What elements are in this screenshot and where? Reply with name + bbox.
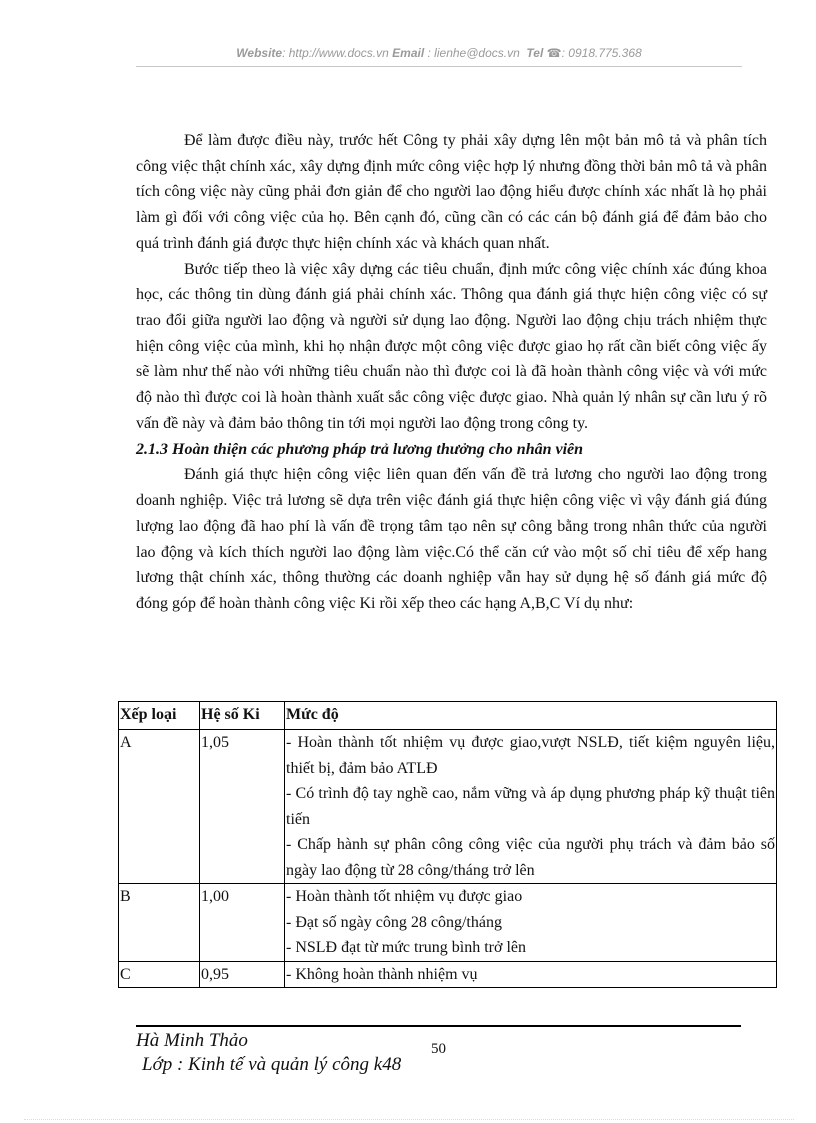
level-item: - Chấp hành sự phân công công việc của người phụ trách và đảm bảo số ngày lao động từ 28 công/tháng trở lên xyxy=(286,836,775,879)
table-header-row xyxy=(119,702,777,730)
paragraph-2: Bước tiếp theo là việc xây dựng các tiêu chuẩn, định mức công việc chính xác đúng khoa học, các thông tin dùng đánh giá phải chính xác. Thông qua đánh giá thực hiện công việc có sự trao đổi giữa người lao động và người sử dụng lao động. Người lao động chịu trách nhiệm thực hiện công việc của mình, khi họ nhận được một công việc được giao họ rất cần biết công việc ấy sẽ làm như thế nào với những tiêu chuẩn nào thì được coi là đã hoàn thành công việc và với mức độ nào thì được coi là hoàn thành xuất sắc công việc được giao. Nhà quản lý nhân sự cần lưu ý rõ vấn đề này và đảm bảo thông tin tới mọi người lao động trong công ty. xyxy=(136,260,767,432)
grade-table xyxy=(118,701,777,988)
section-heading: 2.1.3 Hoàn thiện các phương pháp trả lương thưởng cho nhân viên xyxy=(136,441,584,459)
table-row xyxy=(119,961,777,988)
website-label: Website xyxy=(236,46,283,60)
author-name: Hà Minh Thảo xyxy=(136,1030,248,1051)
bottom-border xyxy=(24,1119,794,1120)
email-label: Email xyxy=(392,46,425,60)
level-cell xyxy=(285,730,777,884)
header-grade: Xếp loại xyxy=(119,702,200,730)
level-item: - Không hoàn thành nhiệm vụ xyxy=(286,965,478,983)
tel-value: : 0918.775.368 xyxy=(561,46,642,60)
paragraph-1: Để làm được điều này, trước hết Công ty phải xây dựng lên một bản mô tả và phân tích công việc thật chính xác, xây dựng định mức công việc hợp lý nhưng đồng thời bản mô tả và phân tích công việc này cũng phải đơn giản để cho người lao động hiểu được chính xác nhất là họ phải làm gì đối với công việc của họ. Bên cạnh đó, cũng cần có các cán bộ đánh giá để đảm bảo cho quá trình đánh giá được thực hiện chính xác và khách quan nhất. xyxy=(136,132,767,252)
coef-cell: 0,95 xyxy=(200,961,285,988)
grade-cell: B xyxy=(119,884,200,962)
level-cell xyxy=(285,884,777,962)
grade-cell: C xyxy=(119,961,200,988)
header-level: Mức độ xyxy=(285,702,777,730)
email-value: : lienhe@docs.vn xyxy=(427,46,520,60)
table-row xyxy=(119,730,777,884)
page-header xyxy=(136,46,742,60)
website-value: : http://www.docs.vn xyxy=(282,46,389,60)
page-number: 50 xyxy=(431,1041,446,1057)
tel-label: Tel xyxy=(526,46,544,60)
level-cell xyxy=(285,961,777,988)
class-info: Lớp : Kinh tế và quản lý công k48 xyxy=(142,1054,402,1075)
level-item: - Có trình độ tay nghề cao, nắm vững và áp dụng phương pháp kỹ thuật tiên tiến xyxy=(286,785,775,828)
header-coefficient: Hệ số Ki xyxy=(200,702,285,730)
level-item: - Hoàn thành tốt nhiệm vụ được giao,vượt NSLĐ, tiết kiệm nguyên liệu, thiết bị, đảm bảo ATLĐ xyxy=(286,734,775,777)
phone-icon: ☎ xyxy=(546,46,562,60)
level-item: - Hoàn thành tốt nhiệm vụ được giao xyxy=(286,888,523,905)
coef-cell: 1,00 xyxy=(200,884,285,962)
footer-divider xyxy=(136,1025,741,1027)
page-content xyxy=(136,128,767,617)
level-item: - Đạt số ngày công 28 công/tháng xyxy=(286,913,502,931)
header-divider xyxy=(136,66,742,67)
paragraph-3: Đánh giá thực hiện công việc liên quan đến vấn đề trả lương cho người lao động trong doanh nghiệp. Việc trả lương sẽ dựa trên việc đánh giá thực hiện công việc vì vậy đánh giá đúng lượng lao động đã hao phí là vấn đề trọng tâm tạo nên sự công bằng trong nhân thức của người lao động và kích thích người lao động làm việc.Có thể căn cứ vào một số chỉ tiêu để xếp hang lương thật chính xác, thông thường các doanh nghiệp vẫn hay sử dụng hệ số đánh giá mức độ đóng góp để hoàn thành công việc Ki rồi xếp theo các hạng A,B,C Ví dụ như: xyxy=(136,466,767,612)
table-row xyxy=(119,884,777,962)
level-item: - NSLĐ đạt từ mức trung bình trở lên xyxy=(286,939,526,956)
coef-cell: 1,05 xyxy=(200,730,285,884)
grade-cell: A xyxy=(119,730,200,884)
